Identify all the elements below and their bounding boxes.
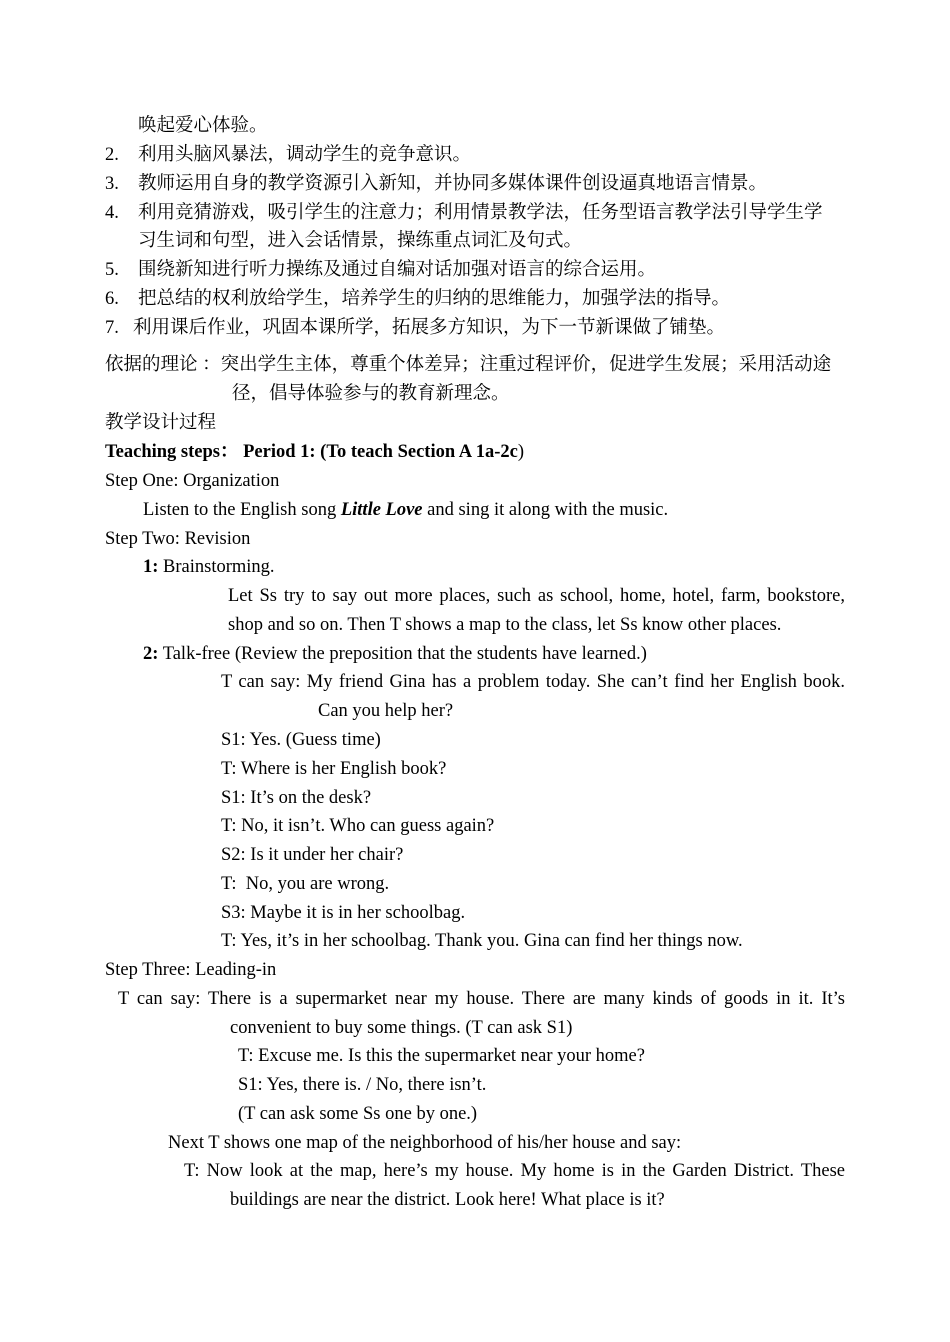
- sub-text: Brainstorming.: [158, 557, 275, 577]
- step-one-text: [143, 497, 668, 523]
- list-item-continuation: 习生词和句型，进入会话情景，操练重点词汇及句式。: [138, 231, 583, 251]
- song-title: Little Love: [340, 500, 423, 520]
- design-title: 教学设计过程: [105, 413, 217, 433]
- leading-line: T: Now look at the map, here’s my house. My home is in the Garden District. These: [184, 1161, 845, 1181]
- dialog-line: T: Yes, it’s in her schoolbag. Thank you. Gina can find her things now.: [221, 931, 743, 951]
- list-text: 利用课后作业，巩固本课所学，拓展多方知识，为下一节新课做了铺垫。: [133, 318, 726, 338]
- dialog-line: S3: Maybe it is in her schoolbag.: [221, 903, 466, 923]
- leading-line: S1: Yes, there is. / No, there isn’t.: [238, 1075, 487, 1095]
- heading-tail: ): [517, 442, 524, 462]
- dialog-line: S2: Is it under her chair?: [221, 845, 404, 865]
- leading-line: convenient to buy some things. (T can ask S1): [230, 1018, 573, 1038]
- leading-line: (T can ask some Ss one by one.): [238, 1104, 478, 1124]
- sub-number: 2:: [143, 644, 159, 664]
- sub-number: 1:: [143, 557, 159, 577]
- list-item: [105, 142, 471, 168]
- step-three-title: Step Three: Leading-in: [105, 960, 277, 980]
- dialog-line: T can say: My friend Gina has a problem today. She can’t find her English book.: [221, 672, 845, 692]
- leading-line: T: Excuse me. Is this the supermarket near your home?: [238, 1046, 645, 1066]
- brainstorm-line: Let Ss try to say out more places, such as school, home, hotel, farm, bookstore,: [228, 586, 845, 606]
- list-number: 6.: [105, 289, 119, 309]
- list-item: [105, 286, 730, 312]
- dialog-line: S1: It’s on the desk?: [221, 788, 372, 808]
- list-item-continuation: 唤起爱心体验。: [138, 116, 268, 136]
- list-number: 5.: [105, 260, 119, 280]
- list-item: [105, 171, 767, 197]
- list-text: 教师运用自身的教学资源引入新知，并协同多媒体课件创设逼真地语言情景。: [138, 174, 768, 194]
- list-item: [105, 200, 823, 226]
- list-text: 把总结的权利放给学生，培养学生的归纳的思维能力，加强学法的指导。: [138, 289, 731, 309]
- dialog-line: S1: Yes. (Guess time): [221, 730, 381, 750]
- dialog-line: T: Where is her English book?: [221, 759, 447, 779]
- list-number: 7.: [105, 318, 119, 338]
- leading-line: T can say: There is a supermarket near my house. There are many kinds of goods in it. It’s: [118, 989, 845, 1009]
- brainstorm-line: shop and so on. Then T shows a map to the class, let Ss know other places.: [228, 615, 782, 635]
- theory-text: 突出学生主体，尊重个体差异；注重过程评价，促进学生发展；采用活动途: [220, 355, 832, 375]
- heading-bold: Teaching steps： Period 1: (To teach Section A 1a-2c: [105, 442, 518, 462]
- list-number: 3.: [105, 174, 119, 194]
- text-run: Listen to the English song: [143, 500, 341, 520]
- leading-line: Next T shows one map of the neighborhood of his/her house and say:: [168, 1133, 682, 1153]
- step-two-title: Step Two: Revision: [105, 529, 251, 549]
- theory-continuation: 径，倡导体验参与的教育新理念。: [232, 384, 510, 404]
- leading-line: buildings are near the district. Look here! What place is it?: [230, 1190, 665, 1210]
- teaching-steps-heading: [105, 439, 524, 465]
- dialog-line: Can you help her?: [318, 701, 454, 721]
- list-item: [105, 315, 725, 341]
- list-text: 利用头脑风暴法，调动学生的竞争意识。: [138, 145, 472, 165]
- list-number: 4.: [105, 203, 119, 223]
- sub-item-talk-free: [143, 641, 647, 667]
- sub-item-brainstorming: [143, 554, 275, 580]
- list-text: 围绕新知进行听力操练及通过自编对话加强对语言的综合运用。: [138, 260, 657, 280]
- list-number: 2.: [105, 145, 119, 165]
- theory-line: [105, 352, 831, 378]
- text-run: and sing it along with the music.: [422, 500, 669, 520]
- dialog-line: T: No, you are wrong.: [221, 874, 390, 894]
- dialog-line: T: No, it isn’t. Who can guess again?: [221, 816, 495, 836]
- theory-label: 依据的理论 ：: [105, 355, 221, 375]
- step-one-title: Step One: Organization: [105, 471, 280, 491]
- list-text: 利用竞猜游戏，吸引学生的注意力；利用情景教学法，任务型语言教学法引导学生学: [138, 203, 823, 223]
- sub-text: Talk-free (Review the preposition that the students have learned.): [158, 644, 647, 664]
- list-item: [105, 257, 656, 283]
